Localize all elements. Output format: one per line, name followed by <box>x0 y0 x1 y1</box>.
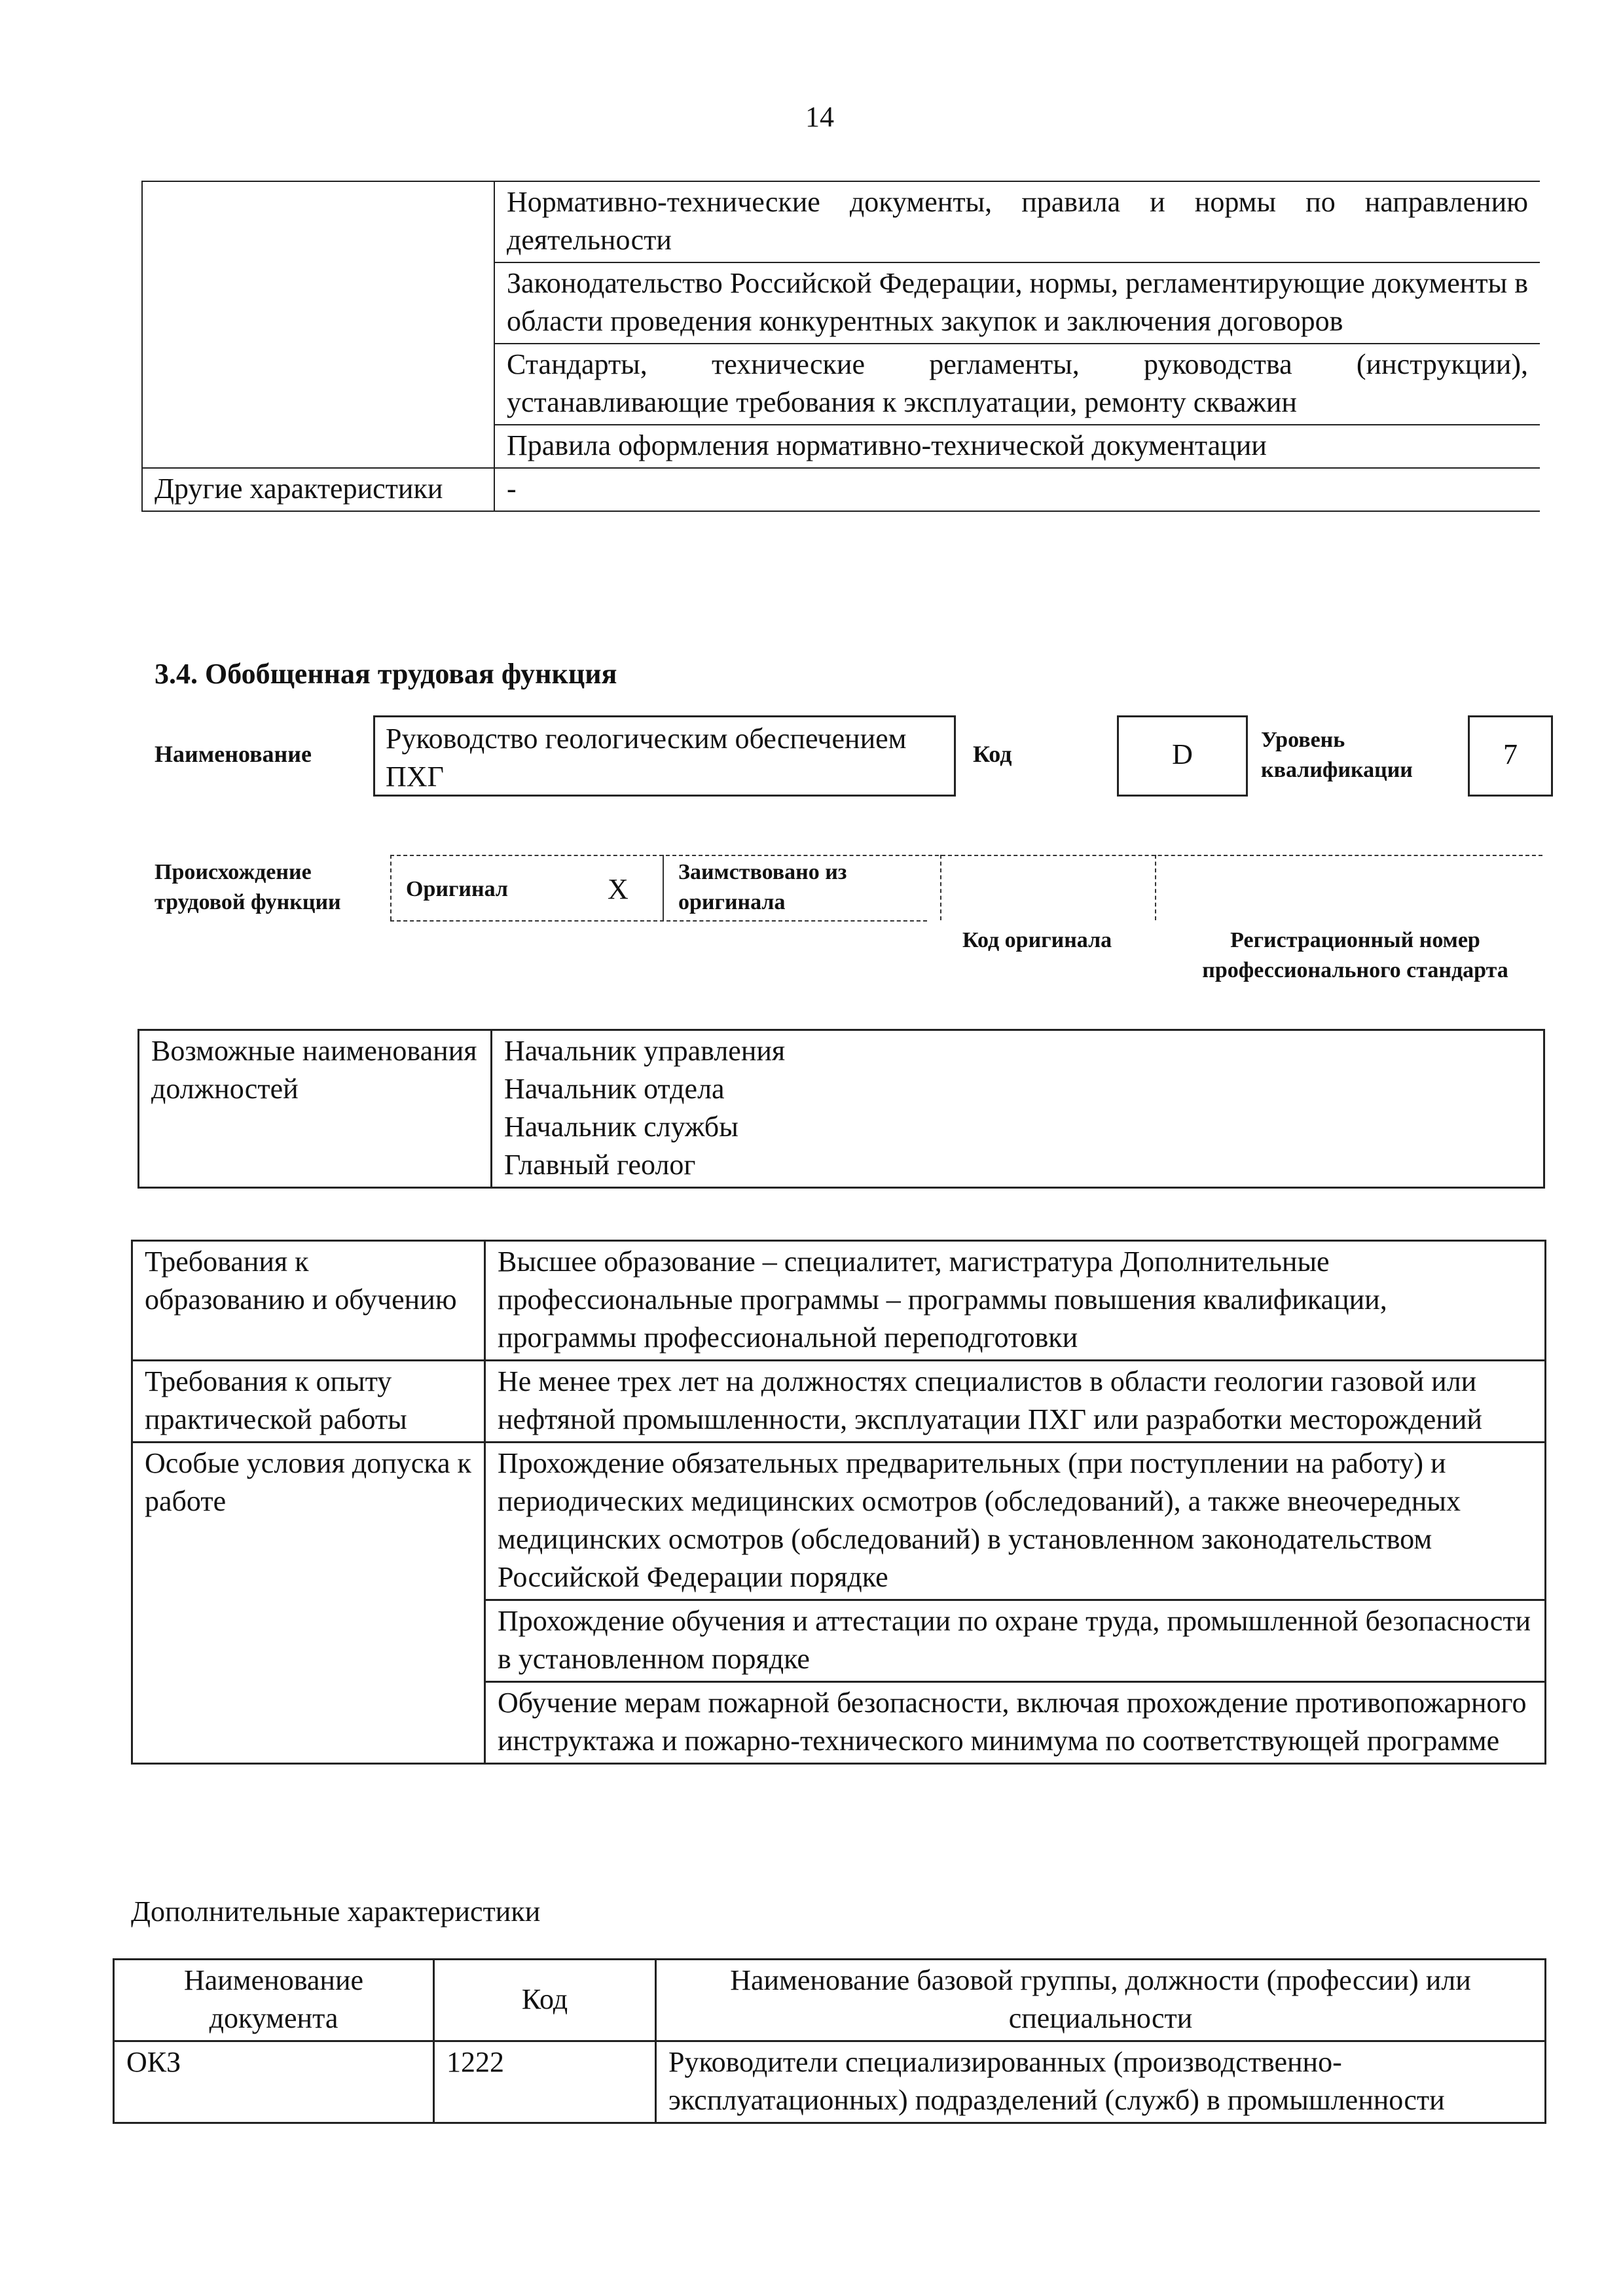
page-number: 14 <box>805 101 834 133</box>
level-value: 7 <box>1503 738 1518 770</box>
top-table-empty-cell <box>142 181 494 468</box>
table-cell: ОКЗ <box>114 2041 434 2123</box>
level-value-box <box>1468 715 1553 797</box>
list-item: Начальник управления <box>504 1035 786 1067</box>
section-heading: 3.4. Обобщенная трудовая функция <box>155 658 617 690</box>
special-value: Обучение мерам пожарной безопасности, включая прохождение противопожарного инструктажа и пожарно-технического минимума по соответствующей программе <box>485 1682 1546 1764</box>
origin-divider <box>1155 855 1156 920</box>
table-header: Наименование базовой группы, должности (профессии) или специальности <box>656 1960 1546 2041</box>
table-header: Наименование документа <box>114 1960 434 2041</box>
origin-top-line <box>390 855 1542 856</box>
positions-table <box>137 1029 1545 1189</box>
reg-number-label: Регистрационный номер профессионального стандарта <box>1202 928 1508 982</box>
code-original-label: Код оригинала <box>962 928 1112 952</box>
table-header: Код <box>434 1960 656 2041</box>
code-value-box <box>1117 715 1248 797</box>
table-cell: Руководители специализированных (производственно-эксплуатационных) подразделений (служб) в промышленности <box>656 2041 1546 2123</box>
list-item: Главный геолог <box>504 1149 696 1181</box>
top-table <box>141 181 1540 512</box>
name-value-box <box>373 715 956 797</box>
special-value: Прохождение обязательных предварительных (при поступлении на работу) и периодических медицинских осмотров (обследований), а также внеочередных медицинских осмотров (обследований) в установленном законодательством Российской Федерации порядке <box>485 1443 1546 1600</box>
other-characteristics-value: - <box>494 468 1540 511</box>
positions-list <box>492 1030 1544 1188</box>
education-label: Требования к образованию и обучению <box>132 1241 485 1361</box>
top-table-row: Стандарты, технические регламенты, руководства (инструкции), устанавливающие требования к эксплуатации, ремонту скважин <box>494 344 1540 425</box>
additional-table <box>113 1958 1546 2124</box>
table-row <box>114 2041 1546 2123</box>
original-mark: X <box>608 873 629 905</box>
other-characteristics-label: Другие характеристики <box>142 468 494 511</box>
name-value: Руководство геологическим обеспечением ПХГ <box>386 723 907 793</box>
level-label: Уровень квалификации <box>1261 728 1413 782</box>
experience-value: Не менее трех лет на должностях специалистов в области геологии газовой или нефтяной промышленности, эксплуатации ПХГ или разработки месторождений <box>485 1361 1546 1443</box>
experience-label: Требования к опыту практической работы <box>132 1361 485 1443</box>
original-label: Оригинал <box>406 877 508 901</box>
top-table-row: Правила оформления нормативно-технической документации <box>494 425 1540 468</box>
education-value: Высшее образование – специалитет, магистратура Дополнительные профессиональные программы – программы повышения квалификации, программы профессиональной переподготовки <box>485 1241 1546 1361</box>
special-label: Особые условия допуска к работе <box>132 1443 485 1764</box>
top-table-row: Законодательство Российской Федерации, нормы, регламентирующие документы в области проведения конкурентных закупок и заключения договоров <box>494 262 1540 344</box>
list-item: Начальник отдела <box>504 1073 725 1105</box>
origin-divider <box>390 855 392 920</box>
origin-divider <box>663 855 664 920</box>
origin-divider <box>940 855 941 920</box>
requirements-table <box>131 1240 1546 1765</box>
code-label: Код <box>973 741 1012 767</box>
positions-label: Возможные наименования должностей <box>139 1030 492 1188</box>
name-label: Наименование <box>155 741 312 767</box>
code-value: D <box>1172 738 1193 770</box>
origin-bottom-line <box>390 920 927 922</box>
list-item: Начальник службы <box>504 1111 739 1143</box>
top-table-row: Нормативно-технические документы, правила и нормы по направлению деятельности <box>494 181 1540 262</box>
origin-label: Происхождение трудовой функции <box>155 860 341 914</box>
special-value: Прохождение обучения и аттестации по охране труда, промышленной безопасности в установленном порядке <box>485 1600 1546 1682</box>
additional-title: Дополнительные характеристики <box>131 1895 541 1928</box>
table-cell: 1222 <box>434 2041 656 2123</box>
borrowed-label: Заимствовано из оригинала <box>678 860 847 914</box>
